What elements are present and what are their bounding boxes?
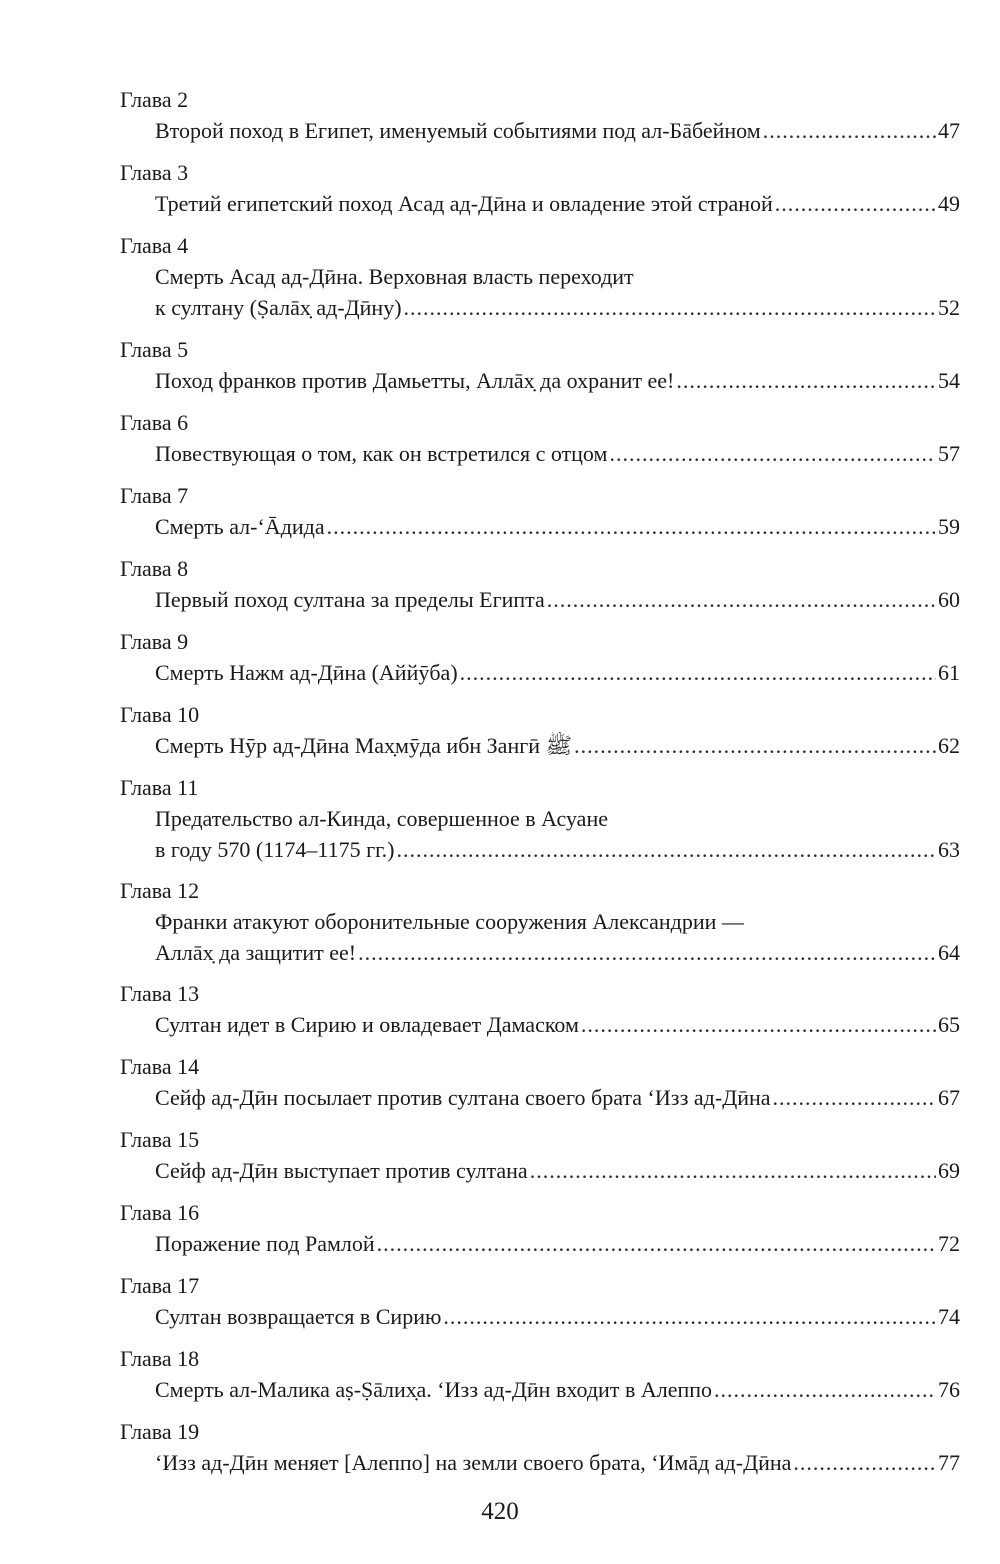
chapter-heading: Глава 19 [120, 1419, 200, 1444]
chapter-page-number: 72 [938, 1231, 960, 1256]
chapter-title-line-with-page [155, 939, 960, 967]
chapter-title: Сейф ад-Дӣн посылает против султана своего брата ‘Изз ад-Дӣна [155, 1085, 771, 1110]
chapter-heading: Глава 16 [120, 1200, 200, 1225]
dot-leader [404, 294, 936, 322]
chapter-page-number: 69 [938, 1158, 960, 1183]
chapter-title-line: Предательство ал-Кинда, совершенное в Асуане [155, 806, 608, 831]
chapter-title: Аллāх̣ да защитит ее! [155, 940, 357, 965]
chapter-heading: Глава 15 [120, 1127, 200, 1152]
chapter-title: в году 570 (1174–1175 гг.) [155, 837, 395, 862]
chapter-heading: Глава 10 [120, 702, 200, 727]
chapter-page-number: 67 [938, 1085, 960, 1110]
dot-leader [775, 190, 936, 218]
dot-leader [773, 1084, 936, 1112]
chapter-page-number: 65 [938, 1012, 960, 1037]
chapter-page-number: 47 [938, 118, 960, 143]
chapter-title: Поход франков против Дамьетты, Аллāх̣ да охранит ее! [155, 368, 675, 393]
dot-leader [443, 1303, 936, 1331]
chapter-page-number: 59 [938, 514, 960, 539]
chapter-title-line: Смерть Асад ад-Дӣна. Верховная власть переходит [155, 264, 634, 289]
chapter-heading: Глава 11 [120, 775, 199, 800]
dot-leader [714, 1376, 936, 1404]
dot-leader [377, 1230, 936, 1258]
chapter-title: Сейф ад-Дӣн выступает против султана [155, 1158, 528, 1183]
chapter-heading: Глава 9 [120, 629, 189, 654]
chapter-page-number: 57 [938, 441, 960, 466]
chapter-title: Султан возвращается в Сирию [155, 1304, 442, 1329]
chapter-title-line-with-page [155, 836, 960, 864]
chapter-title-line-with-page [155, 513, 960, 541]
dot-leader [676, 367, 936, 395]
chapter-title-line-with-page [155, 1157, 960, 1185]
chapter-page-number: 76 [938, 1377, 960, 1402]
chapter-title: Смерть Нажм ад-Дӣна (Аййӯба) [155, 660, 458, 685]
chapter-title: Повествующая о том, как он встретился с отцом [155, 441, 608, 466]
chapter-title: Первый поход султана за пределы Египта [155, 587, 545, 612]
chapter-title-line-with-page [155, 1449, 960, 1477]
dot-leader [327, 513, 936, 541]
dot-leader [530, 1157, 936, 1185]
dot-leader [609, 440, 936, 468]
chapter-title: Третий египетский поход Асад ад-Дӣна и овладение этой страной [155, 191, 773, 216]
chapter-title-line: Франки атакуют оборонительные сооружения Александрии — [155, 909, 744, 934]
chapter-page-number: 49 [938, 191, 960, 216]
chapter-heading: Глава 13 [120, 981, 200, 1006]
chapter-title-line-with-page [155, 659, 960, 687]
chapter-page-number: 77 [938, 1450, 960, 1475]
dot-leader [763, 117, 936, 145]
chapter-title-line-with-page [155, 1230, 960, 1258]
chapter-heading: Глава 14 [120, 1054, 200, 1079]
dot-leader [397, 836, 936, 864]
chapter-title: Султан идет в Сирию и овладевает Дамаском [155, 1012, 579, 1037]
chapter-title-line-with-page [155, 1376, 960, 1404]
chapter-title: Смерть ал-‘Āдида [155, 514, 325, 539]
dot-leader [358, 939, 936, 967]
dot-leader [793, 1449, 936, 1477]
chapter-page-number: 60 [938, 587, 960, 612]
chapter-heading: Глава 7 [120, 483, 189, 508]
chapter-heading: Глава 18 [120, 1346, 200, 1371]
page-number: 420 [481, 1498, 519, 1525]
dot-leader [547, 586, 936, 614]
chapter-heading: Глава 17 [120, 1273, 200, 1298]
dot-leader [460, 659, 936, 687]
chapter-page-number: 64 [938, 940, 960, 965]
chapter-page-number: 62 [938, 733, 960, 758]
chapter-title-line-with-page [155, 1303, 960, 1331]
chapter-title-line-with-page [155, 117, 960, 145]
chapter-title-line-with-page [155, 440, 960, 468]
chapter-title-line-with-page [155, 586, 960, 614]
chapter-heading: Глава 8 [120, 556, 189, 581]
chapter-heading: Глава 5 [120, 337, 189, 362]
chapter-heading: Глава 4 [120, 233, 189, 258]
chapter-title: Смерть ал-Малика аṣ-Ṣāлих̣а. ‘Изз ад-Дӣн входит в Алеппо [155, 1377, 713, 1402]
chapter-title: Смерть Нӯр ад-Дӣна Мах̣мӯда ибн Зангӣ ﷺ [155, 733, 573, 758]
dot-leader [574, 732, 936, 760]
chapter-page-number: 52 [938, 295, 960, 320]
chapter-title-line-with-page [155, 1084, 960, 1112]
chapter-heading: Глава 2 [120, 87, 189, 112]
chapter-title: ‘Изз ад-Дӣн меняет [Алеппо] на земли своего брата, ‘Имāд ад-Дӣна [155, 1450, 792, 1475]
chapter-heading: Глава 12 [120, 878, 200, 903]
chapter-title-line-with-page [155, 1011, 960, 1039]
chapter-title-line-with-page [155, 367, 960, 395]
chapter-title-line-with-page [155, 732, 960, 760]
chapter-title: к султану (Ṣалāх̣ ад-Дӣну) [155, 295, 402, 320]
chapter-title: Поражение под Рамлой [155, 1231, 375, 1256]
chapter-heading: Глава 6 [120, 410, 189, 435]
chapter-page-number: 54 [938, 368, 960, 393]
chapter-title-line-with-page [155, 294, 960, 322]
dot-leader [581, 1011, 936, 1039]
chapter-title-line-with-page [155, 190, 960, 218]
chapter-heading: Глава 3 [120, 160, 189, 185]
chapter-title: Второй поход в Египет, именуемый событиями под ал-Бāбейном [155, 118, 761, 143]
chapter-page-number: 61 [938, 660, 960, 685]
chapter-page-number: 63 [938, 837, 960, 862]
chapter-page-number: 74 [938, 1304, 960, 1329]
